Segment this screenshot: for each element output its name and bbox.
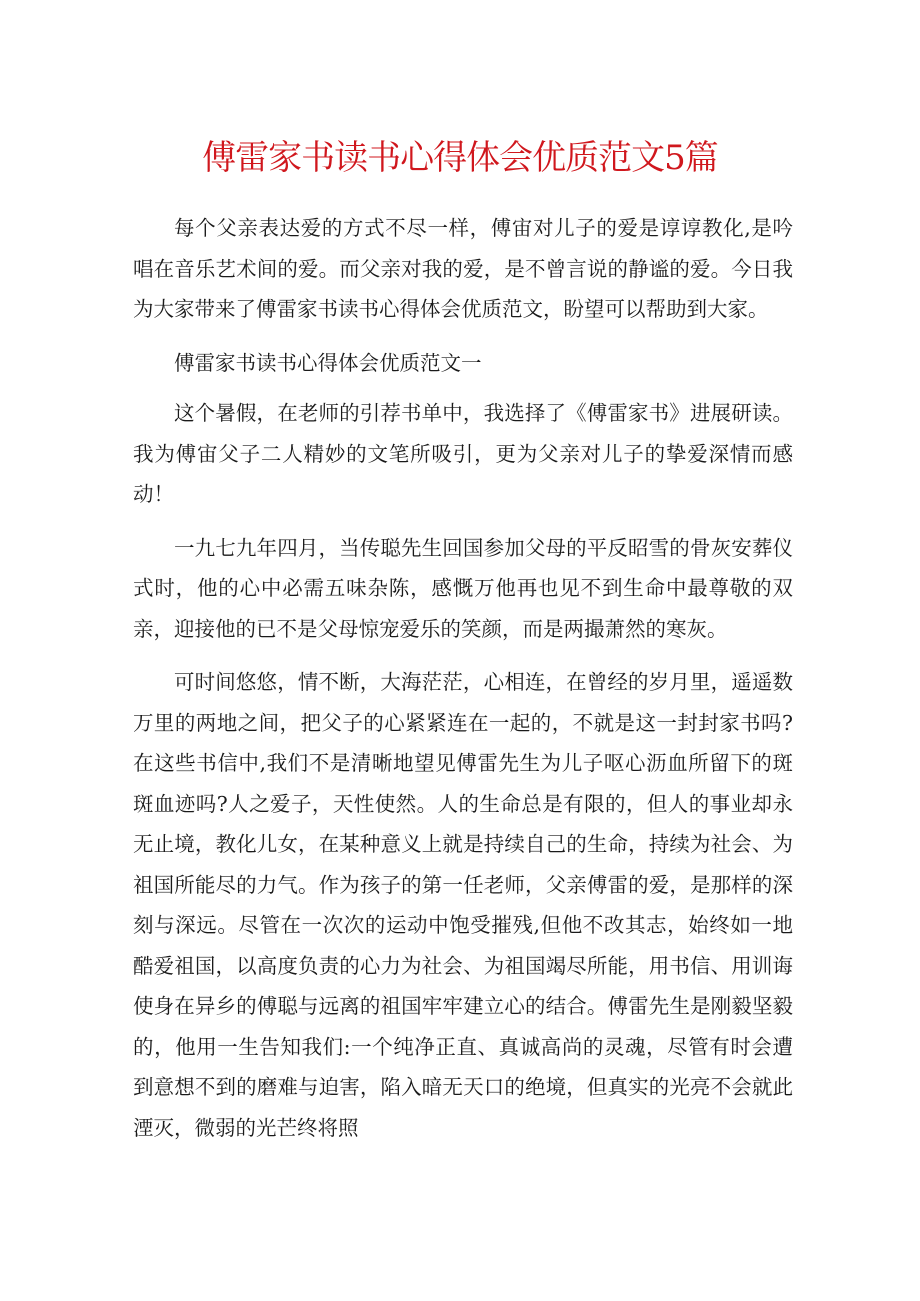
document-title: 傅雷家书读书心得体会优质范文5篇 — [202, 138, 718, 178]
document-body — [133, 208, 793, 1161]
paragraph-intro: 每个父亲表达爱的方式不尽一样，傅宙对儿子的爱是谆谆教化,是吟唱在音乐艺术间的爱。而父亲对我的爱，是不曾言说的静谧的爱。今日我为大家带来了傅雷家书读书心得体会优质范文，盼望可以帮助到大家。 — [133, 216, 793, 321]
paragraph-section-heading: 傅雷家书读书心得体会优质范文一 — [174, 350, 482, 375]
paragraph-2: 这个暑假，在老师的引荐书单中，我选择了《傅雷家书》进展研读。我为傅宙父子二人精妙的文笔所吸引，更为父亲对儿子的挚爱深情而感动！ — [133, 401, 793, 506]
paragraph-3: 一九七九年四月，当传聪先生回国参加父母的平反昭雪的骨灰安葬仪式时，他的心中必需五味杂陈，感慨万他再也见不到生命中最尊敬的双亲，迎接他的已不是父母惊宠爱乐的笑颜，而是两撮萧然的寒灰。 — [133, 535, 793, 641]
paragraph-4: 可时间悠悠，情不断，大海茫茫，心相连，在曾经的岁月里，遥遥数万里的两地之间，把父子的心紧紧连在一起的，不就是这一封封家书吗?在这些书信中,我们不是清晰地望见傅雷先生为儿子呕心沥血所留下的斑斑血迹吗?人之爱子，天性使然。人的生命总是有限的，但人的事业却永无止境，教化儿女，在某种意义上就是持续自己的生命，持续为社会、为祖国所能尽的力气。作为孩子的第一任老师，父亲傅雷的爱，是那样的深刻与深远。尽管在一次次的运动中饱受摧残,但他不改其志，始终如一地酷爱祖国，以高度负责的心力为社会、为祖国竭尽所能，用书信、用训诲使身在异乡的傅聪与远离的祖国牢牢建立心的结合。傅雷先生是刚毅坚毅的，他用一生告知我们:一个纯净正直、真诚高尚的灵魂，尽管有时会遭到意想不到的磨难与迫害，陷入暗无天口的绝境，但真实的光亮不会就此湮灭，微弱的光芒终将照 — [133, 670, 793, 1140]
